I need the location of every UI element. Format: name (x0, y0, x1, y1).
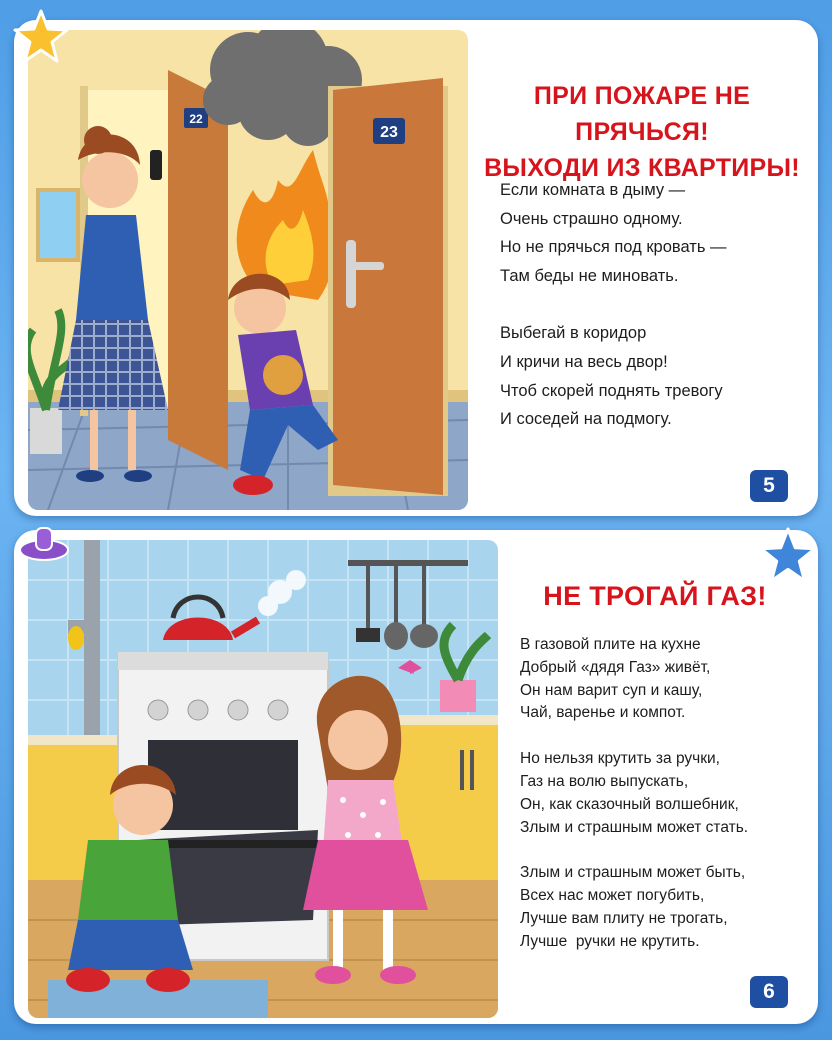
poem-line: Газ на волю выпускать, (520, 772, 689, 790)
poem-line: Чтоб скорей поднять тревогу (500, 381, 723, 400)
title-line: НЕ ТРОГАЙ ГАЗ! (543, 581, 767, 611)
star-icon-blue (758, 526, 818, 586)
poem-line: Лучше ручки не крутить. (520, 932, 700, 950)
poem-line: Если комната в дыму — (500, 181, 686, 199)
gas-stove-illustration (28, 540, 498, 1018)
poem-line: Но не прячься под кровать — (500, 238, 727, 257)
poem-line: Он нам варит суп и кашу, (520, 681, 703, 699)
poem-line: Выбегай в коридор (500, 324, 647, 343)
page-title (474, 78, 810, 186)
poem-text (520, 634, 748, 954)
poem-line: Он, как сказочный волшебник, (520, 795, 739, 813)
poem-line: Очень страшно одному. (500, 209, 683, 228)
title-line: ВЫХОДИ ИЗ КВАРТИРЫ! (484, 154, 800, 182)
poem-line: Добрый «дядя Газ» живёт, (520, 658, 711, 676)
poem-line: В газовой плите на кухне (520, 636, 701, 653)
poem-line: Чай, варенье и компот. (520, 704, 686, 722)
poem-text (500, 176, 727, 434)
door-23-number: 23 (380, 124, 398, 141)
cap-icon-purple (16, 520, 72, 568)
poem-line: И соседей на подмогу. (500, 410, 672, 429)
star-icon-yellow (12, 8, 70, 66)
door-22-number: 22 (189, 112, 203, 126)
page-card-fire (14, 20, 818, 516)
page-card-gas (14, 530, 818, 1024)
poem-line: Но нельзя крутить за ручки, (520, 750, 720, 768)
poem-line: Всех нас может погубить, (520, 887, 705, 905)
fire-escape-illustration (28, 30, 468, 510)
title-line: ПРИ ПОЖАРЕ НЕ ПРЯЧЬСЯ! (533, 82, 751, 146)
poem-line: Лучше вам плиту не трогать, (520, 909, 728, 927)
poem-line: И кричи на весь двор! (500, 352, 668, 371)
poem-line: Злым и страшным может быть, (520, 864, 746, 882)
poem-line: Злым и страшным может стать. (520, 818, 749, 836)
page-number-badge: 6 (750, 976, 788, 1008)
page-number-badge: 5 (750, 470, 788, 502)
poem-line: Там беды не миновать. (500, 266, 679, 285)
